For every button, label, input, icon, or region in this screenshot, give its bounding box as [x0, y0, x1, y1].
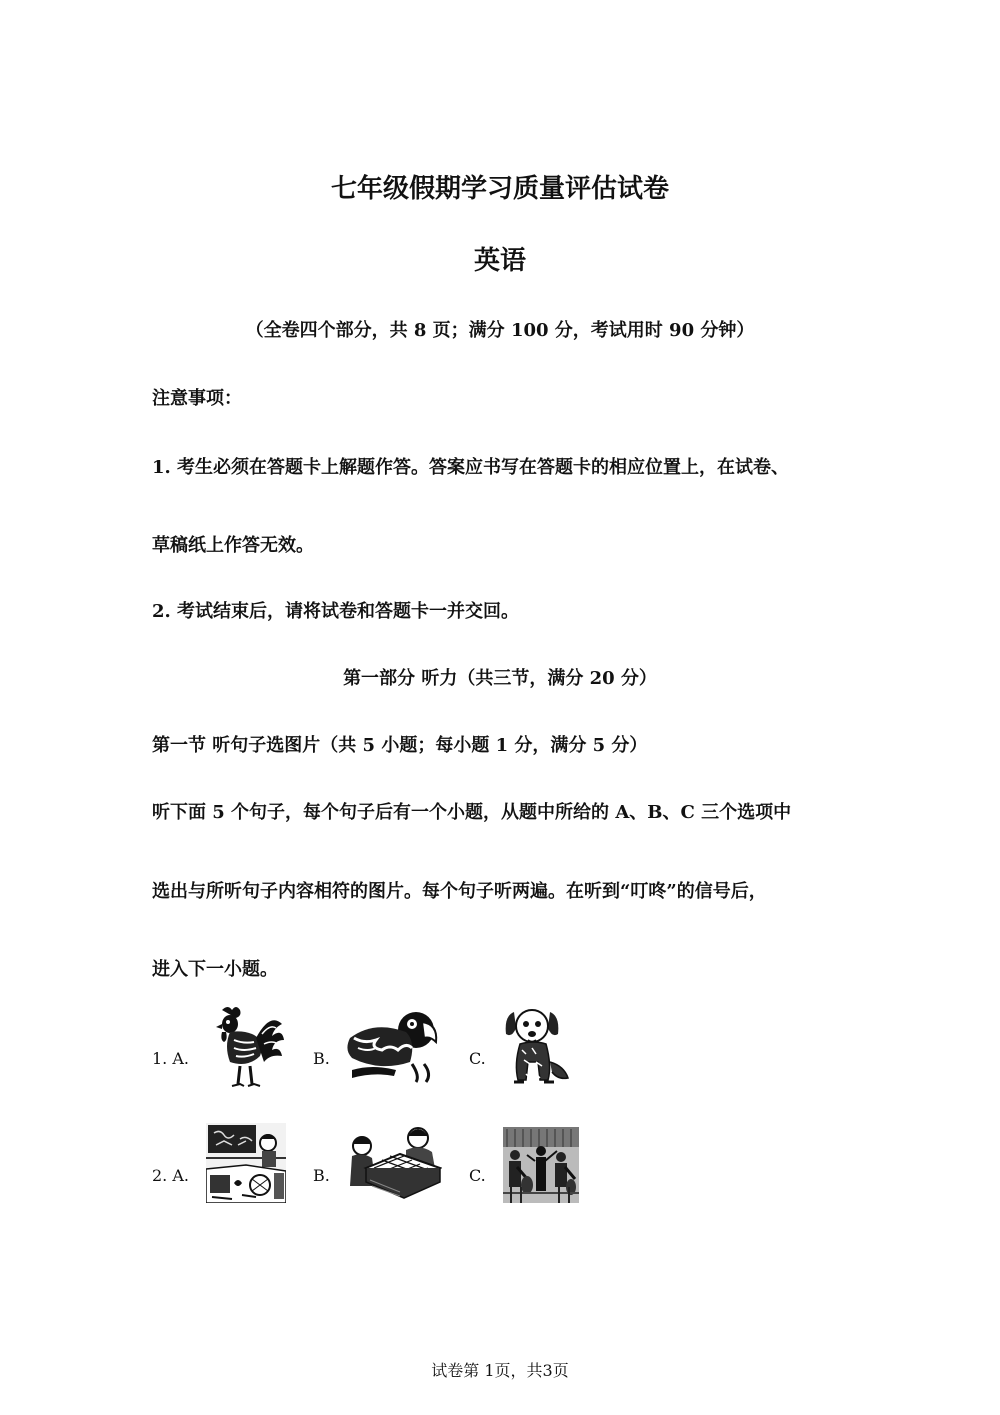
exam-title: 七年级假期学习质量评估试卷: [330, 174, 669, 204]
q1-option-b-label: B.: [313, 1049, 330, 1068]
instruction-line-3: 进入下一小题。: [152, 959, 278, 980]
dog-image: [500, 1006, 576, 1092]
children-playing-game-image: [346, 1124, 442, 1200]
q1-option-c-label: C.: [469, 1049, 486, 1068]
q2-option-a-label: 2. A.: [152, 1166, 189, 1185]
notice-item-2: 2. 考试结束后，请将试卷和答题卡一并交回。: [152, 601, 520, 622]
instruction-line-1: 听下面 5 个句子，每个句子后有一个小题，从题中所给的 A、B、C 三个选项中: [152, 802, 792, 823]
orchestra-image: [503, 1127, 579, 1203]
q2-option-c-label: C.: [469, 1166, 486, 1185]
q1-option-a-label: 1. A.: [152, 1049, 189, 1068]
part1-heading: 第一部分 听力（共三节，满分 20 分）: [343, 668, 657, 689]
notice-item-1-line-2: 草稿纸上作答无效。: [152, 535, 314, 556]
q2-option-b-label: B.: [313, 1166, 330, 1185]
notice-item-1-line-1: 1. 考生必须在答题卡上解题作答。答案应书写在答题卡的相应位置上，在试卷、: [152, 457, 790, 478]
notice-heading: 注意事项：: [152, 388, 242, 409]
exam-info: （全卷四个部分，共 8 页；满分 100 分，考试用时 90 分钟）: [245, 320, 755, 341]
page-footer: 试卷第 1页，共3页: [431, 1361, 569, 1380]
exam-subject: 英语: [473, 246, 526, 276]
classroom-drawing-image: [206, 1123, 286, 1203]
section1-heading: 第一节 听句子选图片（共 5 小题；每小题 1 分，满分 5 分）: [152, 735, 648, 756]
parrot-image: [346, 1008, 440, 1090]
rooster-image: [212, 1004, 286, 1092]
instruction-line-2: 选出与所听句子内容相符的图片。每个句子听两遍。在听到“叮咚”的信号后，: [152, 881, 767, 902]
